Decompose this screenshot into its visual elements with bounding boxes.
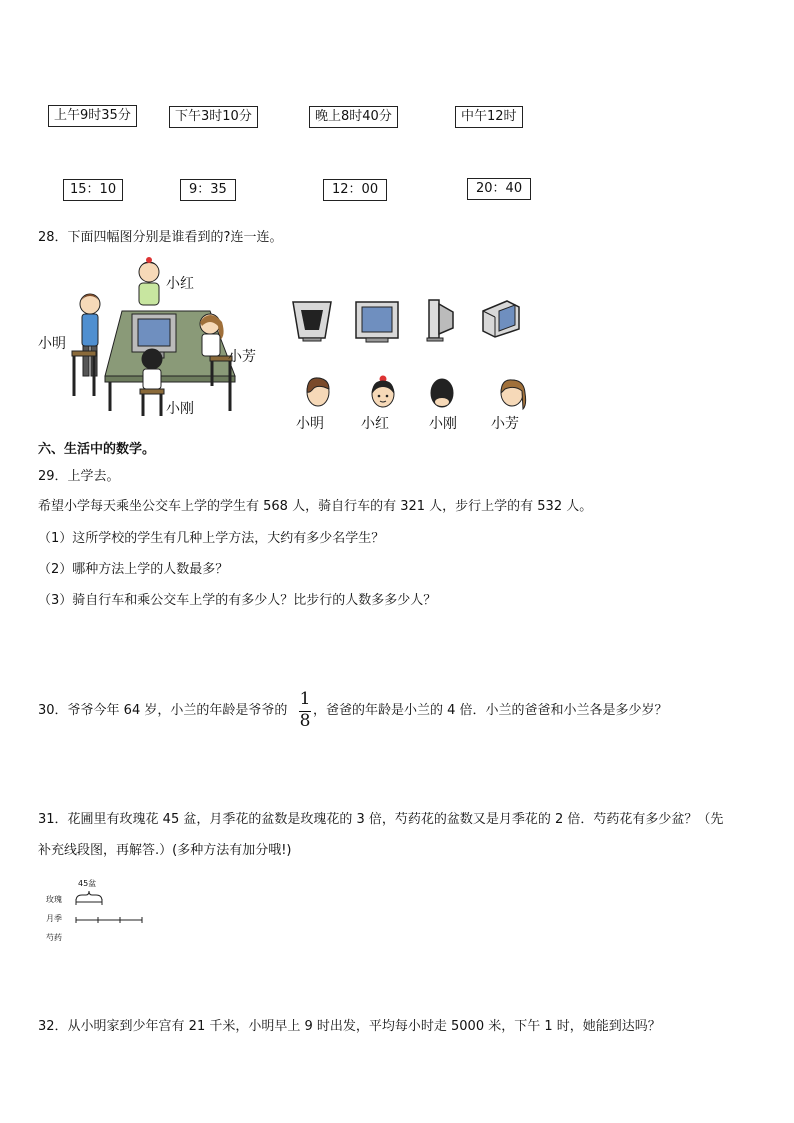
time-word-box-2: 下午3时10分 (169, 106, 258, 128)
section-6-heading: 六、生活中的数学。 (38, 442, 156, 457)
head-xiaogang-icon (428, 375, 456, 409)
q30-frac-den: 8 (299, 711, 311, 731)
scene-name-left: 小明 (38, 336, 66, 352)
diagram-row1-segment (74, 899, 106, 905)
q30-text-before: 30．爷爷今年 64 岁，小兰的年龄是爷爷的 (38, 703, 288, 718)
q31-line2: 补充线段图，再解答.）(多种方法有加分哦!) (38, 843, 292, 858)
q28-scene-illustration (60, 256, 270, 421)
time-digit-box-1: 15：10 (63, 179, 123, 201)
time-digit-box-4: 20：40 (467, 178, 531, 200)
head-name-3: 小刚 (429, 416, 457, 432)
time-digit-box-3: 12：00 (323, 179, 387, 201)
head-xiaoming-icon (304, 375, 332, 409)
q29-sub2: （2）哪种方法上学的人数最多？ (38, 562, 229, 577)
monitor-view-front-icon (354, 300, 400, 344)
q29-text: 希望小学每天乘坐公交车上学的学生有 568 人，骑自行车的有 321 人，步行上学的有 532 人。 (38, 499, 593, 514)
monitor-view-angled-icon (481, 297, 521, 339)
head-xiaofang-icon (497, 375, 529, 411)
q29-title: 29．上学去。 (38, 469, 120, 484)
xiaohong-figure (139, 257, 159, 305)
diagram-row2-label: 月季 (46, 914, 62, 923)
q30-frac-num: 1 (299, 689, 311, 709)
monitor-view-side-icon (425, 298, 457, 342)
diagram-brace-label: 45盆 (78, 879, 97, 888)
time-digit-box-2: 9：35 (180, 179, 236, 201)
head-xiaohong-icon (368, 375, 398, 409)
scene-name-top: 小红 (166, 276, 194, 292)
q30-text-after: ，爸爸的年龄是小兰的 4 倍．小兰的爸爸和小兰各是多少岁？ (313, 703, 668, 718)
xiaoming-figure (72, 294, 100, 396)
head-name-1: 小明 (296, 416, 324, 432)
diagram-row2-segment (74, 917, 146, 923)
q31-line1: 31．花圃里有玫瑰花 45 盆，月季花的盆数是玫瑰花的 3 倍，芍药花的盆数又是月季花的 2 倍．芍药花有多少盆？（先 (38, 812, 724, 827)
q29-sub3: （3）骑自行车和乘公交车上学的有多少人？比步行的人数多多少人？ (38, 593, 437, 608)
time-word-box-1: 上午9时35分 (48, 105, 137, 127)
scene-name-right: 小芳 (228, 349, 256, 365)
xiaogang-figure (140, 349, 164, 416)
diagram-row3-label: 芍药 (46, 933, 62, 942)
time-word-box-3: 晚上8时40分 (309, 106, 398, 128)
monitor-view-back-icon (291, 300, 333, 342)
q32-text: 32．从小明家到少年宫有 21 千米，小明早上 9 时出发，平均每小时走 5000 米，下午 1 时，她能到达吗？ (38, 1019, 661, 1034)
time-word-box-4: 中午12时 (455, 106, 523, 128)
head-name-2: 小红 (361, 416, 389, 432)
q29-sub1: （1）这所学校的学生有几种上学方法，大约有多少名学生？ (38, 531, 385, 546)
scene-name-bottom: 小刚 (166, 401, 194, 417)
q28-text: 28．下面四幅图分别是谁看到的?连一连。 (38, 230, 283, 245)
head-name-4: 小芳 (491, 416, 519, 432)
diagram-row1-label: 玫瑰 (46, 895, 62, 904)
